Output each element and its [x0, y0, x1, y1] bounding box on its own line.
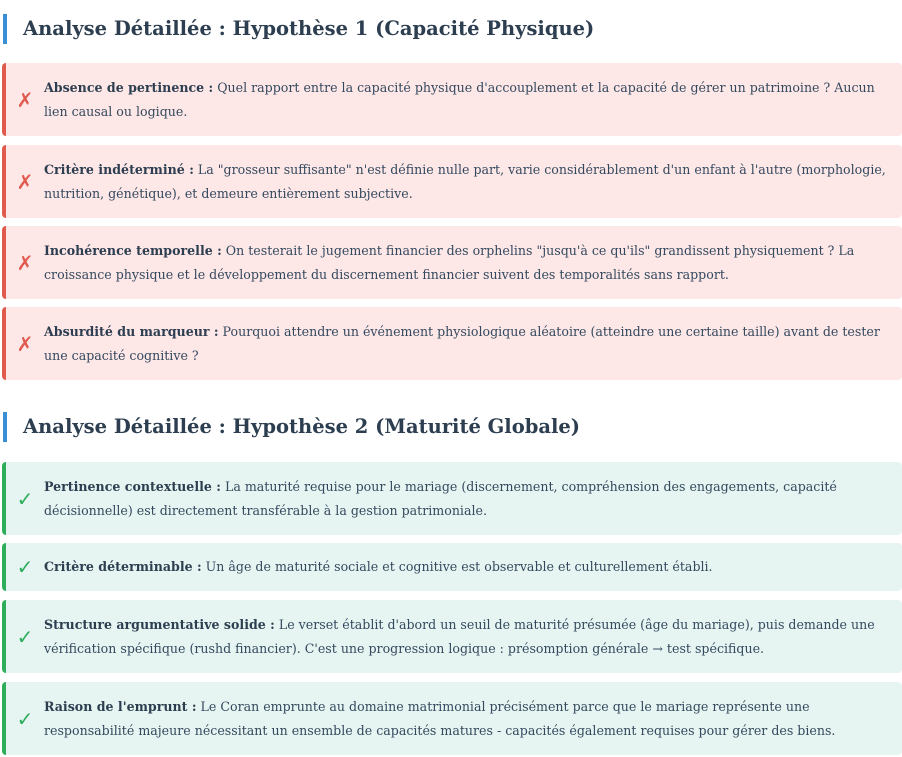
point-term: Structure argumentative solide :: [44, 617, 275, 632]
point-text: [44, 475, 902, 522]
section-title-hypothesis-2: Analyse Détaillée : Hypothèse 2 (Maturité Globale): [3, 412, 902, 442]
negative-point-card: [2, 226, 902, 299]
point-text: [44, 158, 902, 205]
point-term: Incohérence temporelle :: [44, 243, 222, 258]
check-icon: ✓: [16, 706, 34, 731]
check-icon: ✓: [16, 624, 34, 649]
point-description: Le verset établit d'abord un seuil de maturité présumée (âge du mariage), puis demande une vérification spécifique (rushd financier). C'est une progression logique : présomption générale → test spécifique.: [44, 617, 875, 656]
point-text: [44, 555, 902, 579]
point-description: Quel rapport entre la capacité physique d'accouplement et la capacité de gérer un patrimoine ? Aucun lien causal ou logique.: [44, 80, 875, 119]
point-term: Critère déterminable :: [44, 559, 202, 575]
positive-point-card: [2, 682, 902, 755]
negative-point-card: [2, 145, 902, 218]
negative-point-card: [2, 307, 902, 380]
point-description: La "grosseur suffisante" n'est définie nulle part, varie considérablement d'un enfant à l'autre (morphologie, nutrition, génétique), et demeure entièrement subjective.: [44, 162, 886, 201]
point-term: Pertinence contextuelle :: [44, 479, 221, 494]
cross-icon: ✗: [16, 331, 34, 356]
point-term: Absence de pertinence :: [44, 80, 214, 95]
cross-icon: ✗: [16, 87, 34, 112]
point-term: Critère indéterminé :: [44, 162, 194, 177]
point-text: [44, 613, 902, 660]
point-text: [44, 239, 902, 286]
point-description: On testerait le jugement financier des orphelins "jusqu'à ce qu'ils" grandissent physiquement ? La croissance physique et le développement du discernement financier suivent des temporalités sans rapport.: [44, 243, 855, 282]
positive-point-card: [2, 600, 902, 673]
positive-point-card: [2, 543, 902, 591]
point-description: La maturité requise pour le mariage (discernement, compréhension des engagements, capacité décisionnelle) est directement transférable à la gestion patrimoniale.: [44, 479, 837, 518]
point-text: [44, 320, 902, 367]
check-icon: ✓: [16, 486, 34, 511]
point-term: Raison de l'emprunt :: [44, 699, 197, 714]
cross-icon: ✗: [16, 250, 34, 275]
section-title-hypothesis-1: Analyse Détaillée : Hypothèse 1 (Capacité Physique): [3, 14, 902, 44]
point-term: Absurdité du marqueur :: [44, 324, 219, 339]
positive-point-card: [2, 462, 902, 535]
point-description: Un âge de maturité sociale et cognitive est observable et culturellement établi.: [205, 559, 713, 575]
point-description: Le Coran emprunte au domaine matrimonial précisément parce que le mariage représente une responsabilité majeure nécessitant un ensemble de capacités matures - capacités également requises pour gérer des biens.: [44, 699, 836, 738]
cross-icon: ✗: [16, 169, 34, 194]
point-text: [44, 695, 902, 742]
check-icon: ✓: [16, 555, 34, 579]
negative-point-card: [2, 63, 902, 136]
point-description: Pourquoi attendre un événement physiologique aléatoire (atteindre une certaine taille) avant de tester une capacité cognitive ?: [44, 324, 880, 363]
point-text: [44, 76, 902, 123]
